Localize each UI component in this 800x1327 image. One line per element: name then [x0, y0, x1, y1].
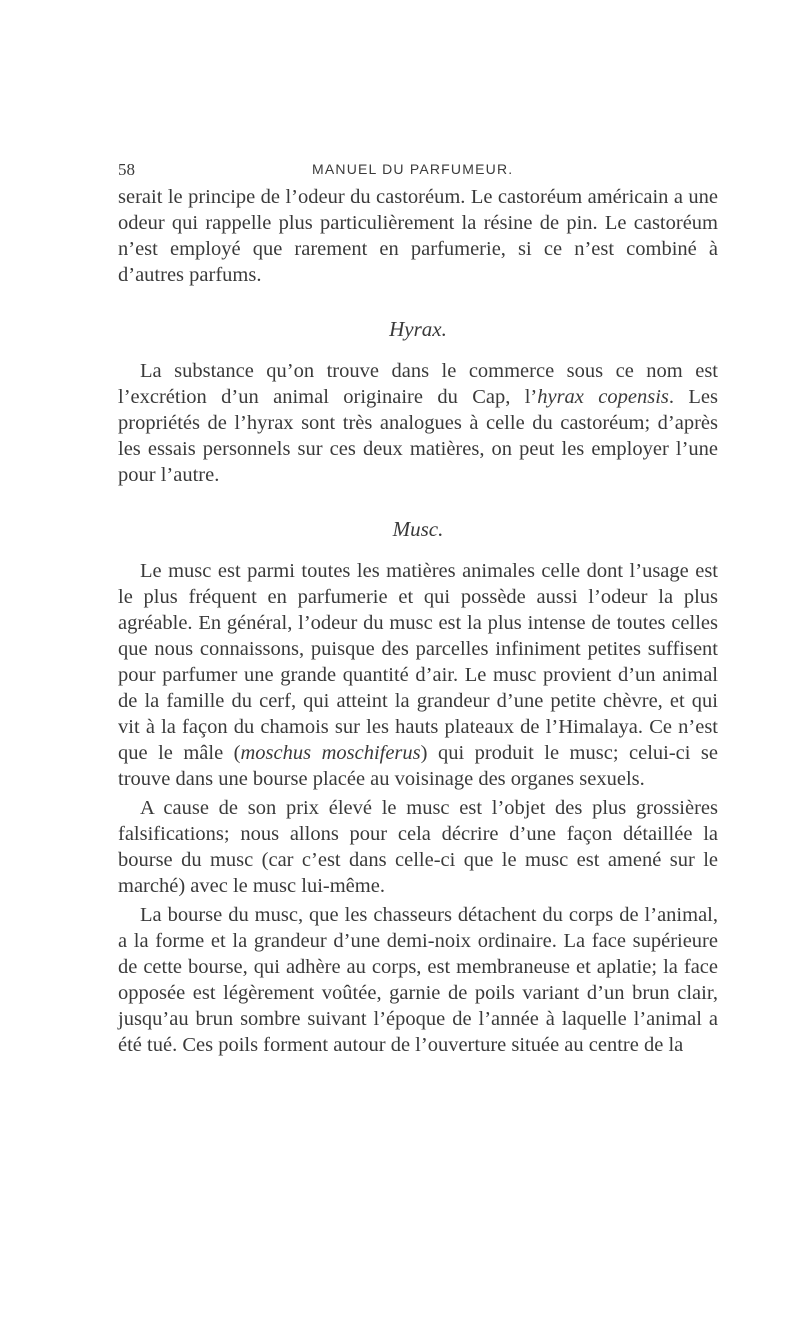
hyrax-text-end: . Les propriétés de l’hyrax sont très analogues à celle du castoréum; d’après les essais personnels sur ces deux matières, on peut les employer l’une pour l’autre. [118, 386, 718, 486]
running-head [118, 160, 718, 182]
section-heading-hyrax: Hyrax. [389, 317, 447, 341]
section-heading-musc: Musc. [392, 517, 444, 541]
musc-species-name: moschus moschiferus [240, 742, 421, 764]
hyrax-text-start: La substance qu’on trouve dans le commerce sous ce nom est l’excrétion d’un animal originaire du Cap, l’ [118, 360, 718, 408]
intro-paragraph: serait le principe de l’odeur du castoréum. Le castoréum américain a une odeur qui rappelle plus particulièrement la résine de pin. Le castoréum n’est employé que rarement en parfumerie, si ce n’est combiné à d’autres parfums. [118, 186, 718, 286]
musc-paragraph-2: A cause de son prix élevé le musc est l’objet des plus grossières falsifications; nous allons pour cela décrire d’une façon détaillée la bourse du musc (car c’est dans celle-ci que le musc est amené sur le marché) avec le musc lui-même. [118, 797, 718, 897]
musc-p1-text-end: ) qui produit le musc; celui-ci se trouve dans une bourse placée au voisinage des organes sexuels. [118, 742, 719, 790]
hyrax-species-name: hyrax copensis [537, 386, 669, 408]
running-title: MANUEL DU PARFUMEUR. [312, 161, 514, 177]
hyrax-paragraph [118, 358, 718, 488]
body-text [118, 184, 718, 1058]
musc-p1-text-start: Le musc est parmi toutes les matières animales celle dont l’usage est le plus fréquent en parfumerie et qui possède aussi l’odeur la plus agréable. En général, l’odeur du musc est la plus intense de toutes celles que nous connaissons, puisque des parcelles infiniment petites suffisent pour parfumer une grande quantité d’air. Le musc provient d’un animal de la famille du cerf, qui atteint la grandeur d’une petite chèvre, et qui vit à la façon du chamois sur les hauts plateaux de l’Himalaya. Ce n’est que le mâle ( [118, 560, 718, 764]
musc-paragraph-3: La bourse du musc, que les chasseurs détachent du corps de l’animal, a la forme et la grandeur d’une demi-noix ordinaire. La face supérieure de cette bourse, qui adhère au corps, est membraneuse et aplatie; la face opposée est légèrement voûtée, garnie de poils variant d’un brun clair, jusqu’au brun sombre suivant l’époque de l’année à laquelle l’animal a été tué. Ces poils forment autour de l’ouverture située au centre de la [118, 904, 718, 1056]
page-number: 58 [118, 160, 135, 179]
musc-paragraph-1 [118, 558, 718, 792]
